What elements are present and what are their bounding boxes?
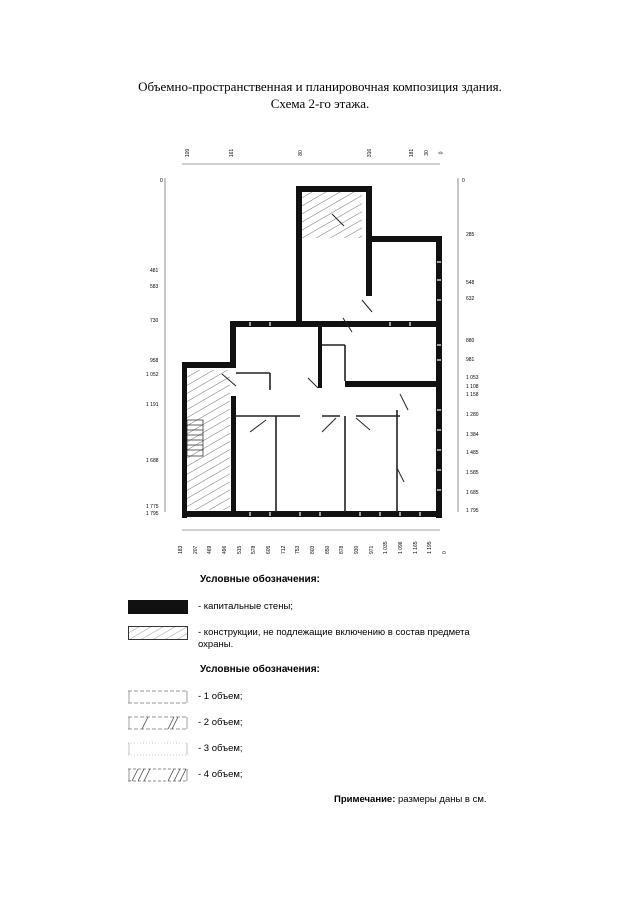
- left-dim-label: 1 795: [146, 511, 159, 517]
- left-dim-label: 481: [150, 268, 159, 274]
- left-dim-label: 583: [150, 284, 159, 290]
- right-dim-label: 1 158: [466, 392, 479, 398]
- right-dim-label: 632: [466, 296, 475, 302]
- excluded-label-line2: охраны.: [198, 639, 234, 650]
- bottom-dimension-labels: [178, 534, 448, 554]
- bottom-dim-label: 207: [192, 545, 199, 554]
- left-dim-label: 730: [150, 318, 159, 324]
- right-dim-label: 1 053: [466, 375, 479, 381]
- bottom-dim-label: 578: [251, 545, 258, 554]
- legend2-title: Условные обозначения:: [200, 664, 320, 675]
- right-dim-label: 1 585: [466, 470, 479, 476]
- legend1-title: Условные обозначения:: [200, 574, 320, 585]
- volume3-label: - 3 объем;: [198, 743, 243, 754]
- document-title-line2: Схема 2-го этажа.: [270, 96, 370, 111]
- top-dim-label: 316: [367, 148, 374, 158]
- capital-walls-label: - капитальные стены;: [198, 601, 293, 612]
- excluded-label: [198, 627, 548, 651]
- bottom-dim-label: 712: [280, 545, 287, 554]
- top-dim-label: 0: [438, 151, 445, 155]
- left-dim-label: 1 775: [146, 504, 159, 510]
- bottom-dim-label: 515: [236, 545, 243, 554]
- note-label: Примечание:: [334, 794, 396, 805]
- top-dim-label: 109: [185, 148, 192, 158]
- bottom-dim-label: 803: [309, 545, 316, 554]
- bottom-dim-label: 878: [339, 545, 346, 554]
- note: [334, 794, 487, 805]
- bottom-dim-label: 496: [221, 545, 228, 554]
- right-dim-label: 981: [466, 357, 475, 363]
- bottom-dim-label: 753: [295, 545, 302, 554]
- volume1-swatch: [128, 690, 188, 704]
- volume3-swatch: [128, 742, 188, 756]
- bottom-dim-label: 0: [441, 551, 448, 554]
- right-dim-label: 1 685: [466, 490, 479, 496]
- top-dim-label: 181: [409, 148, 416, 158]
- partitions: [234, 345, 400, 512]
- right-dim-label: 285: [466, 232, 475, 238]
- right-dim-label: 1 108: [466, 384, 479, 390]
- bottom-dim-label: 605: [265, 545, 272, 554]
- right-dim-label: 1 280: [466, 412, 479, 418]
- volume4-swatch: [128, 768, 188, 782]
- volume4-label: - 4 объем;: [198, 769, 243, 780]
- left-dim-label: 0: [160, 178, 163, 184]
- door-swings: [222, 214, 408, 482]
- right-dim-label: 0: [462, 178, 465, 184]
- note-text: размеры даны в см.: [395, 794, 487, 805]
- bottom-dim-label: 971: [368, 545, 375, 554]
- excluded-zone-top: [301, 190, 362, 238]
- right-dim-label: 548: [466, 280, 475, 286]
- bottom-dim-label: 1 035: [383, 541, 390, 554]
- excluded-label-line1: - конструкции, не подлежащие включению в состав предмета: [198, 627, 470, 638]
- top-dim-label: 161: [229, 148, 236, 158]
- bottom-dim-label: 850: [324, 545, 331, 554]
- bottom-dim-label: 1 096: [397, 541, 404, 554]
- document-title-line1: Объемно-пространственная и планировочная композиция здания.: [138, 79, 502, 94]
- bottom-dim-label: 1 165: [412, 541, 419, 554]
- right-dim-label: 1 795: [466, 508, 479, 514]
- right-dim-label: 1 485: [466, 450, 479, 456]
- excluded-swatch: [128, 626, 188, 640]
- bottom-dim-label: 469: [207, 545, 214, 554]
- left-dim-label: 1 052: [146, 372, 159, 378]
- bottom-dim-label: 1 195: [427, 541, 434, 554]
- top-dim-label: 80: [297, 150, 304, 156]
- bottom-dim-label: 930: [353, 545, 360, 554]
- right-dim-label: 1 384: [466, 432, 479, 438]
- capital-walls-swatch: [128, 600, 188, 614]
- left-dim-label: 1 191: [146, 402, 159, 408]
- left-dim-label: 958: [150, 358, 159, 364]
- volume1-label: - 1 объем;: [198, 691, 243, 702]
- volume2-swatch: [128, 716, 188, 730]
- bottom-dim-label: 183: [178, 545, 184, 554]
- right-dim-label: 880: [466, 338, 475, 344]
- top-dim-label: 30: [423, 150, 430, 156]
- volume2-label: - 2 объем;: [198, 717, 243, 728]
- left-dim-label: 1 688: [146, 458, 159, 464]
